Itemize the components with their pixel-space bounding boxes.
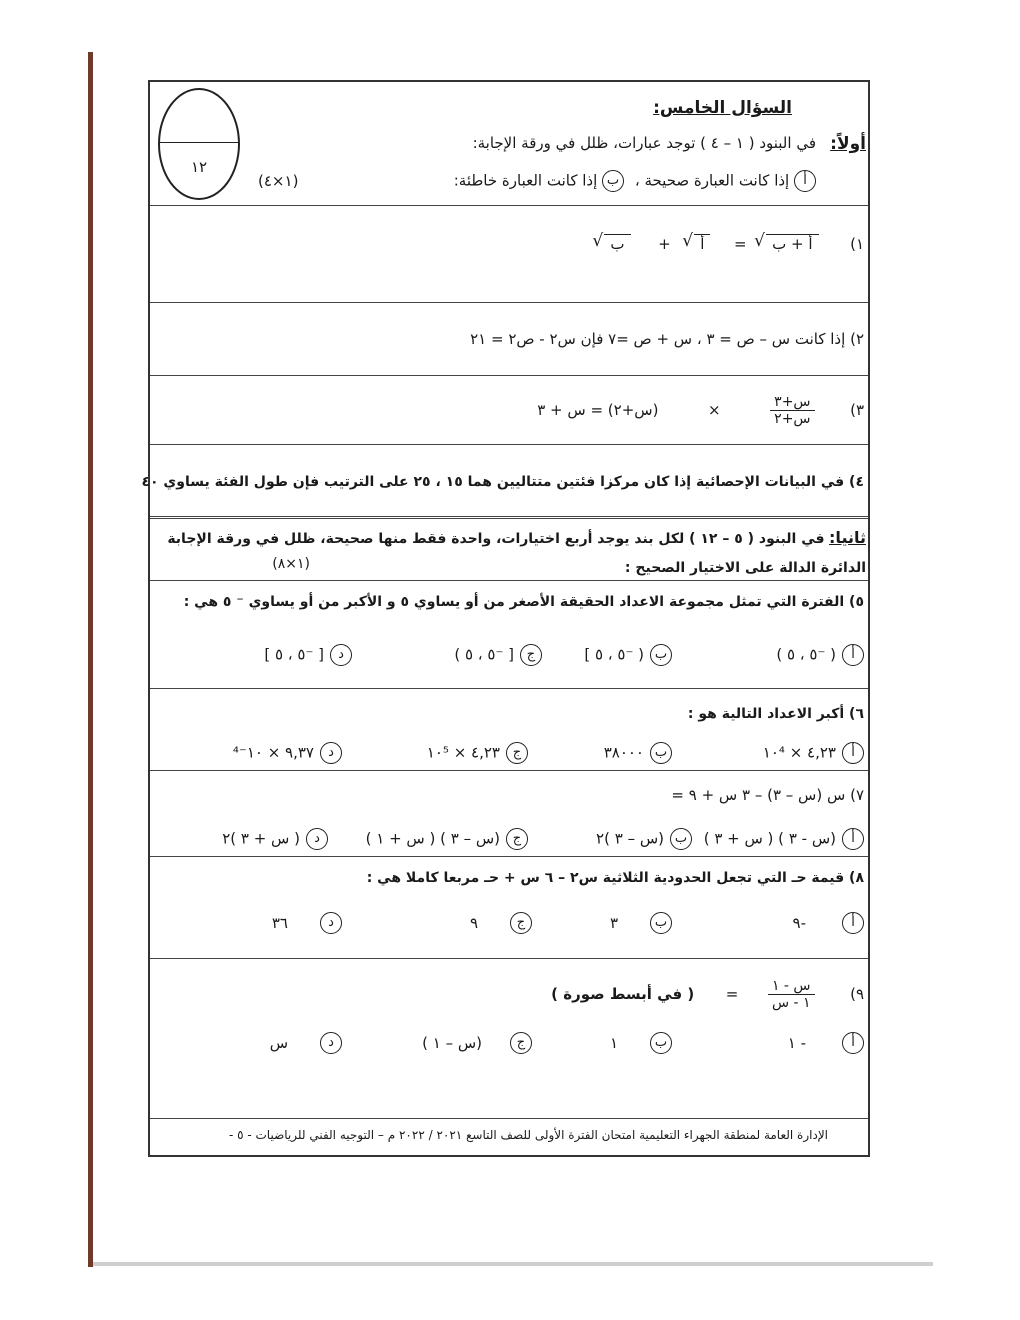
option-a-circle: أ [794,170,816,192]
option-circle: ج [510,912,532,934]
q6-option-d[interactable] [233,742,342,764]
q2-text: إذا كانت س – ص = ٣ ، س + ص =٧ فإن س٢ - ص٢ = ٢١ [470,330,846,348]
q9-option-a[interactable] [788,1032,864,1054]
q5-option-c[interactable] [454,644,542,666]
option-circle: ب [650,912,672,934]
part2-heading [150,528,868,547]
option-text: [ ⁻٥ ، ٥ ] [264,645,324,664]
option-text: ٩,٣٧ × ١٠⁻⁴ [232,743,314,762]
score-box [158,88,240,200]
option-a-text: إذا كانت العبارة صحيحة ، [634,171,790,190]
option-circle: د [306,828,328,850]
q8-text: قيمة حـ التي تجعل الحدودية الثلاثية س٢ – ٦ س + حـ مربعا كاملا هي : [366,870,845,886]
q1-term1: √ أ [694,234,710,253]
q9-option-c[interactable] [422,1032,532,1054]
option-text: (س – ١ ) [422,1033,482,1052]
option-circle: ب [650,1032,672,1054]
option-circle: د [320,1032,342,1054]
option-circle: أ [842,912,864,934]
true-false-legend [454,170,816,192]
q3-times: × [708,401,721,419]
q7-option-c[interactable] [366,828,528,850]
part1-label: أولاً: [830,134,866,154]
question-9 [150,978,868,1011]
option-text: [ ⁻٥ ، ٥ ) [454,645,514,664]
part2-instruction-line2: الدائرة الدالة على الاختيار الصحيح : [624,560,866,576]
option-text: (س – ٣ ) ( س + ١ ) [365,829,500,848]
option-circle: أ [842,828,864,850]
option-text: - ١ [787,1033,806,1052]
q2-number: ٢) [850,330,864,348]
q6-text: أكبر الاعداد التالية هو : [687,706,845,722]
option-circle: د [330,644,352,666]
option-circle: أ [842,742,864,764]
option-text: ( ⁻٥ ، ٥ ) [776,645,836,664]
q1-number: ١) [850,235,864,253]
option-text: ٣٦ [271,913,288,932]
q3-denominator: س+٢ [774,411,811,427]
q6-option-a[interactable] [763,742,864,764]
q7-text: س (س – ٣) – ٣ س + ٩ = [671,786,846,804]
question-7 [150,786,868,804]
q1-term2: √ ب [604,234,630,253]
q9-number: ٩) [850,985,864,1003]
q5-option-d[interactable] [264,644,352,666]
q9-option-d[interactable] [270,1032,342,1054]
q6-option-c[interactable] [427,742,528,764]
question-6 [150,706,868,722]
q6-option-b[interactable] [604,742,672,764]
option-circle: ب [670,828,692,850]
q1-lhs: √ أ + ب [766,234,818,253]
q5-option-a[interactable] [776,644,864,666]
exam-page [141,80,870,1157]
option-circle: ب [650,742,672,764]
q1-equals: = [733,235,747,253]
q3-fraction [770,394,814,427]
option-text: -٩ [792,913,806,932]
option-text: ١ [609,1033,618,1052]
q5-option-b[interactable] [584,644,672,666]
option-circle: ج [520,644,542,666]
q8-option-a[interactable] [793,912,864,934]
page-footer: الإدارة العامة لمنطقة الجهراء التعليمية امتحان الفترة الأولى للصف التاسع ٢٠٢١ / ٢٠٢٢ م – التوجيه الفني للرياضيات - ٥ - [228,1128,828,1142]
question-2 [150,330,868,348]
option-text: ٤,٢٣ × ١٠⁴ [762,743,836,762]
q9-denominator: ١ - س [771,995,811,1011]
option-circle: أ [842,644,864,666]
option-b-circle: ب [602,170,624,192]
option-circle: د [320,912,342,934]
part2-marks: (١×٨) [272,556,310,572]
page-bottom-shadow [93,1262,933,1266]
option-circle: ج [510,1032,532,1054]
q9-numerator: س - ١ [768,978,815,995]
option-circle: ج [506,742,528,764]
q3-number: ٣) [850,401,864,419]
q9-option-b[interactable] [610,1032,672,1054]
option-text: ٩ [469,913,478,932]
option-text: س [269,1033,288,1052]
question-4 [141,474,868,490]
part1-instruction: في البنود ( ١ – ٤ ) توجد عبارات، ظلل في ورقة الإجابة: [472,134,816,152]
question-3 [150,394,868,427]
option-b-text: إذا كانت العبارة خاطئة: [453,171,598,190]
q7-option-b[interactable] [596,828,692,850]
q3-rest: (س+٢) = س + ٣ [537,401,659,419]
score-value: ١٢ [190,158,208,176]
part2-instruction: في البنود ( ٥ – ١٢ ) لكل بند يوجد أربع اختيارات، واحدة فقط منها صحيحة، ظلل في ورقة الإجابة [167,531,825,547]
option-text: ( س + ٣ )٢ [222,829,300,848]
option-circle: ب [650,644,672,666]
question-5 [150,594,868,610]
option-text: ٤,٢٣ × ١٠⁵ [426,743,500,762]
q8-option-d[interactable] [272,912,342,934]
q3-numerator: س+٣ [770,394,814,411]
q8-option-b[interactable] [610,912,672,934]
option-text: ٣٨٠٠٠ [603,743,644,762]
q5-number: ٥) [849,594,864,610]
q1-plus: + [658,235,671,253]
option-text: (س - ٣ ) ( س + ٣ ) [703,829,836,848]
q7-number: ٧) [850,786,864,804]
option-text: ( ⁻٥ ، ٥ ] [584,645,644,664]
q9-tail: ( في أبسط صورة ) [551,985,695,1003]
page-edge-shadow [88,52,93,1267]
option-circle: أ [842,1032,864,1054]
q7-option-a[interactable] [704,828,864,850]
question-8 [150,870,868,886]
part1-marks: (١×٤) [258,172,299,190]
option-text: ٣ [609,913,618,932]
q9-fraction [768,978,815,1011]
option-circle: ج [506,828,528,850]
option-circle: د [320,742,342,764]
q6-number: ٦) [849,706,864,722]
q8-number: ٨) [849,870,864,886]
part2-label: ثانيا: [829,528,866,547]
question-1 [150,234,868,253]
section-title: السؤال الخامس: [653,98,792,118]
q5-text: الفترة التي تمثل مجموعة الاعداد الحقيقة الأصغر من أو يساوي ٥ و الأكبر من أو يساوي ⁻ ٥ هي : [183,594,845,610]
q8-option-c[interactable] [470,912,532,934]
q4-number: ٤) [849,474,864,490]
option-text: (س – ٣ )٢ [596,829,664,848]
q9-equals: = [725,985,739,1003]
q4-text: في البيانات الإحصائية إذا كان مركزا فئتين متتاليين هما ١٥ ، ٢٥ على الترتيب فإن طول الفئة يساوي ٤٠ [141,474,845,490]
q7-option-d[interactable] [222,828,328,850]
